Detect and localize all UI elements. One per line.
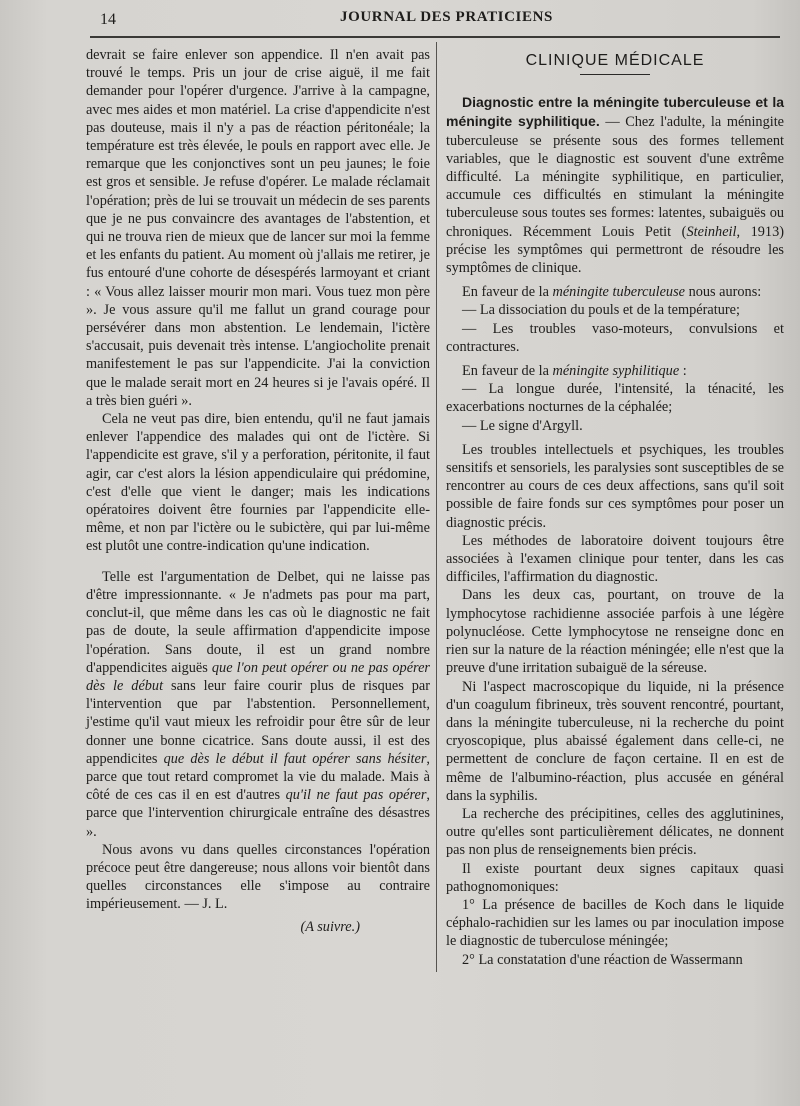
to-follow-note: (A suivre.): [300, 918, 360, 935]
list-item: — La dissociation du pouls et de la température;: [462, 302, 740, 319]
paragraph: La recherche des précipitines, celles des agglutinines, outre qu'elles sont particulièrement délicates, ne donnent pas non plus de renseignements bien précis.: [446, 805, 784, 859]
journal-title: JOURNAL DES PRATICIENS: [340, 9, 553, 25]
page-header: [0, 0, 800, 36]
paragraph: Les troubles intellectuels et psychiques, les troubles sensitifs et sensoriels, les paralysies sont susceptibles de se rencontrer au cours de ces deux affections, sans qu'il soit possible de faire fonds sur ces symptômes pour poser un diagnostic précis.: [446, 441, 784, 531]
paragraph: Il existe pourtant deux signes capitaux quasi pathognomoniques:: [446, 860, 784, 895]
paragraph: 2° La constatation d'une réaction de Wassermann: [462, 951, 743, 968]
paragraph: Cela ne veut pas dire, bien entendu, qu'il ne faut jamais enlever l'appendice des malades qui ont de l'ictère. Si l'appendicite est grave, s'il y a perforation, péritonite, il faut agir, car c'est alors la lésion appendiculaire qui prédomine, c'est d'elle que vient le danger; mais les indications opératoires doivent être fournies par l'appendicite elle-même, et non par l'ictère ou le subictère, qui par lui-même est plutôt une contre-indication qu'une indication.: [86, 411, 430, 555]
column-divider: [436, 42, 437, 972]
paragraph-delbet-quote: Telle est l'argumentation de Delbet, qui ne laisse pas d'être impressionnante. « Je n'admets pas pour ma part, conclut-il, que même dans les cas où le diagnostic ne fait pas de doute, la seule affirmation d'appendicite impose l'opération. Sans doute, il est un grand nombre d'appendicites aiguës que l'on peut opérer ou ne pas opérer dès le début sans leur faire courir plus de risques par l'intervention que par l'abstention. Personnellement, j'estime qu'il vaut mieux les refroidir pour être sûr de leur donner une bonne cicatrice. Sans doute aussi, il est des appendicites que dès le début il faut opérer sans hésiter, parce que tout retard compromet la vie du malade. Mais à côté de ces cas il en est d'autres qu'il ne faut pas opérer, parce que l'intervention chirurgicale entraîne des désastres ».: [86, 568, 430, 840]
left-column: [86, 46, 430, 936]
paragraph: devrait se faire enlever son appendice. Il n'en avait pas trouvé le temps. Pris un jour de crise aiguë, il me fait demander pour l'opérer d'urgence. J'arrive à la campagne, avec mes aides et mon matériel. La crise d'appendicite n'est pas douteuse, mais il n'y a pas de réaction péritonéale; la température est très élevée, le pouls en rapport avec elle. Je remarque que les conjonctives sont un peu jaunes; le foie est gros et sensible. Je refuse d'opérer. Le malade réclamait l'opération; près de lui se trouvait un médecin de ses parents que je ne pus convaincre des avantages de l'abstention, et qui ne trouva rien de mieux que de lancer sur moi la femme et les enfants du patient. Au moment où j'allais me retirer, je fus entouré d'une cohorte de désespérés larmoyant et criant : « Vous allez laisser mourir mon mari. Vous tuez mon père ». Je vous assure qu'il me fallut un grand courage pour persévérer dans mon abstention. Le lendemain, l'ictère s'accusait, puis devenait très intense. L'angiocholite prenait manifestement le pas sur l'appendicite. J'ai la conviction que le malade serait mort en 24 heures si je l'avais opéré. Il a très bien guéri ».: [86, 47, 431, 409]
syphilitic-lead: En faveur de la méningite syphilitique :: [462, 363, 687, 380]
article-intro: Diagnostic entre la méningite tuberculeuse et la méningite syphilitique. — Chez l'adulte, la méningite tuberculeuse se présente sous des formes tellement variables, que le diagnostic est souvent d'une extrême difficulté. La méningite syphilitique, en particulier, accumule ces difficultés en stimulant la méningite tuberculeuse sous toutes ses formes: latentes, subaiguës ou chroniques. Récemment Louis Petit (Steinheil, 1913) précise les symptômes qui permettront de résoudre les symptômes de clinique.: [446, 94, 785, 277]
paragraph: 1° La présence de bacilles de Koch dans le liquide céphalo-rachidien sur les lames ou par inoculation impose le diagnostic de tuberculose méningée;: [446, 896, 784, 950]
right-column: [446, 46, 784, 969]
paragraph: Nous avons vu dans quelles circonstances l'opération précoce peut être dangereuse; nous allons voir bientôt dans quelles circonstances elle s'impose au contraire impérieusement. — J. L.: [86, 841, 430, 913]
list-item: — Le signe d'Argyll.: [462, 417, 583, 434]
article-title: Diagnostic entre la méningite tuberculeuse et la méningite syphilitique.: [446, 94, 784, 130]
page-number: 14: [100, 11, 116, 28]
paragraph: Les méthodes de laboratoire doivent toujours être associées à l'examen clinique pour tenter, dans les cas difficiles, l'affirmation du diagnostic.: [446, 532, 784, 586]
list-item: — La longue durée, l'intensité, la ténacité, les exacerbations nocturnes de la céphalée;: [446, 381, 784, 416]
section-rule: [580, 74, 650, 75]
paragraph: Dans les deux cas, pourtant, on trouve de la lymphocytose rachidienne associée parfois à une légère polynucléose. Cette lymphocytose ne renseigne donc en rien sur la nature de la réaction méningée; elle n'est que la preuve d'une irritation subaiguë de la séreuse.: [446, 587, 784, 677]
header-rule: [90, 36, 780, 38]
paragraph: Ni l'aspect macroscopique du liquide, ni la présence d'un coagulum fibrineux, très souvent rencontré, pourtant, dans la méningite tuberculeuse, ni la recherche du point cryoscopique, plus abaissé également dans celle-ci, ne permettent de conclure de façon certaine. Il en est de même de l'albumino-réaction, plus accusée en général dans la syphilis.: [446, 678, 784, 804]
tuberculous-lead: En faveur de la méningite tuberculeuse nous aurons:: [462, 284, 762, 301]
list-item: — Les troubles vaso-moteurs, convulsions et contractures.: [446, 320, 784, 355]
section-title: CLINIQUE MÉDICALE: [525, 52, 705, 69]
